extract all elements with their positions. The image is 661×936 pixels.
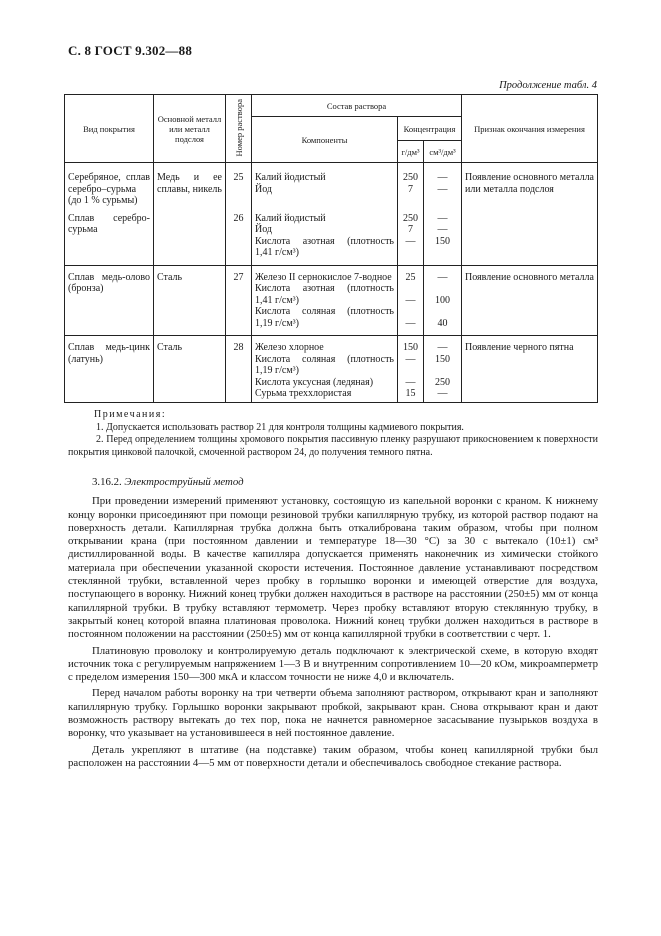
header-end-sign: Признак окончания измерения [462,95,598,163]
g-dm3-value: — [405,294,416,306]
component-item: Калий йодистый [255,212,326,224]
components-cell [252,336,398,403]
g-dm3-value: 250 [403,172,418,183]
section-body [68,476,598,773]
note-item: 2. Перед определением толщины хромового покрытия пассивную пленку разрушают прикосновением к поверхности покрытия цинковой палочкой, смоченной раствором 24, до получения темного пятна. [68,434,598,458]
components-cell [252,265,398,336]
component-item: Калий йодистый [255,172,326,183]
cm3-dm3-value: 150 [435,353,450,365]
paragraph: Перед началом работы воронку на три четверти объема заполняют раствором, открывают кран и заполняют капиллярную трубку. Горлышко воронки закрывают пробкой, закрывают кран. Снова открывают кран и дают возможность раствору вытекать до тех пор, пока не начнется равномерное засасывание пузырьков воздуха в воронку, что указывает на установившееся в ней постоянное давление. [68,687,598,740]
section-number: 3.16.2. [92,476,122,488]
header-components: Компоненты [252,117,398,163]
base-metal-cell: Медь и ее сплавы, никель [154,163,226,266]
g-dm3-value: 25 [405,271,416,283]
g-dm3-cell [398,336,424,403]
cm3-dm3-value: — [437,342,448,353]
component-item: Йод [255,224,273,235]
g-dm3-value: 7 [408,224,413,235]
component-item: Кислота уксусная (ледяная) [255,376,374,388]
header-solution-number-text: Номер раствора [233,98,244,157]
cm3-dm3-value: — [437,212,448,224]
coating-cell: Серебряное, сплав серебро–сурьма (до 1 % сурьмы) [65,163,154,207]
header-concentration: Концентрация [398,117,462,141]
table-row [65,265,598,336]
g-dm3-cell [398,207,424,266]
cm3-dm3-value: 150 [435,235,450,247]
solutions-table [64,94,598,403]
g-dm3-value: 250 [403,212,418,224]
component-item: Сурьма треххлористая [255,388,352,399]
g-dm3-value: — [405,317,416,329]
g-dm3-value: 7 [408,183,413,195]
component-item: Кислота азотная (плотность 1,41 г/см³) [255,283,394,306]
header-solution-number [226,95,252,163]
note-item: 1. Допускается использовать раствор 21 для контроля толщины кадмиевого покрытия. [96,421,464,433]
component-item: Железо хлорное [255,342,324,353]
end-sign-cell: Появление черного пятна [462,336,598,403]
base-metal-cell: Сталь [154,336,226,403]
paragraph: При проведении измерений применяют установку, состоящую из капельной воронки с краном. К нижнему концу воронки присоединяют при помощи резиновой трубки капиллярную трубку, из которой раствор подают на поверхность детали. Капиллярная трубка должна быть откалибрована таким образом, чтобы при полном открывании крана (при постоянном давлении и температуре 18—30 °С) за 30 с вытекало (10±1) см³ дистиллированной воды. В качестве капилляра допускается применять наконечник из химически стойкого материала при обеспечении указанной скорости истечения. Постоянное давление устанавливают посредством стеклянной трубки, вставленной через пробку в горлышко воронки и имеющей отверстие для воздуха, поступающего в воронку. Нижний конец трубки должен находиться в растворе на расстоянии (250±5) мм от конца капиллярной трубки. В трубку вставляют термометр. Через пробку вставляют вторую стеклянную трубку, в закрытый конец которой впаяна платиновая проволока. Нижний конец трубки должен находиться в растворе в постоянном положении на расстоянии (250±5) мм от конца капиллярной трубки в соответствии с черт. 1. [68,495,598,641]
cm3-dm3-value: 250 [435,376,450,388]
component-item: Кислота азотная (плотность 1,41 г/см³) [255,235,394,258]
component-item: Железо II сернокислое 7-водное [255,271,392,283]
solution-number-cell: 26 [226,207,252,266]
header-base-metal: Основной металл или металл подслоя [154,95,226,163]
page-header: С. 8 ГОСТ 9.302—88 [68,43,193,58]
g-dm3-value: — [405,235,416,247]
g-dm3-value: 15 [405,388,416,399]
g-dm3-cell [398,265,424,336]
table-row [65,336,598,403]
component-item: Кислота соляная (плотность 1,19 г/см³) [255,353,394,376]
cm3-dm3-value: 40 [437,317,448,329]
header-solution-composition: Состав раствора [252,95,462,117]
solution-number-cell: 25 [226,163,252,207]
cm3-dm3-value: — [437,388,448,399]
coating-cell: Сплав медь-олово (бронза) [65,265,154,336]
cm3-dm3-value: — [437,271,448,283]
cm3-dm3-cell [424,207,462,266]
g-dm3-value: 150 [403,342,418,353]
coating-cell: Сплав медь-цинк (латунь) [65,336,154,403]
cm3-dm3-value: — [437,183,448,195]
cm3-dm3-value: — [437,172,448,183]
header-unit-g-dm3: г/дм³ [398,141,424,163]
cm3-dm3-cell [424,163,462,207]
cm3-dm3-cell [424,336,462,403]
header-unit-cm3-dm3: см³/дм³ [424,141,462,163]
table-notes [68,409,598,459]
cm3-dm3-value: 100 [435,294,450,306]
paragraph: Деталь укрепляют в штативе (на подставке) таким образом, чтобы конец капиллярной трубки был расположен на расстоянии 4—5 мм от поверхности детали и обеспечивалось свободное стекание раствора. [68,743,598,769]
section-title: Электроструйный метод [124,476,244,488]
components-cell [252,207,398,266]
end-sign-cell: Появление основного металла или металла подслоя [462,163,598,266]
cm3-dm3-value: — [437,224,448,235]
end-sign-cell: Появление основного металла [462,265,598,336]
section-heading [68,476,598,489]
base-metal-cell: Сталь [154,265,226,336]
solution-number-cell: 28 [226,336,252,403]
paragraph: Платиновую проволоку и контролируемую деталь подключают к электрической схеме, в которую входят источник тока с регулируемым напряжением 1—3 В и внутренним сопротивлением 10—20 кОм, микроамперметр с пределом измерения 150—300 мкА и классом точности не ниже 4,0 и включатель. [68,644,598,684]
solution-number-cell: 27 [226,265,252,336]
notes-heading: Примечания: [94,409,167,420]
table-row [65,163,598,207]
table-continuation-label: Продолжение табл. 4 [499,80,597,91]
coating-cell: Сплав серебро-сурьма [65,207,154,266]
g-dm3-value: — [405,353,416,365]
header-coating-type: Вид покрытия [65,95,154,163]
component-item: Кислота соляная (плотность 1,19 г/см³) [255,306,394,329]
g-dm3-value: — [405,376,416,388]
component-item: Йод [255,183,273,195]
cm3-dm3-cell [424,265,462,336]
components-cell [252,163,398,207]
g-dm3-cell [398,163,424,207]
